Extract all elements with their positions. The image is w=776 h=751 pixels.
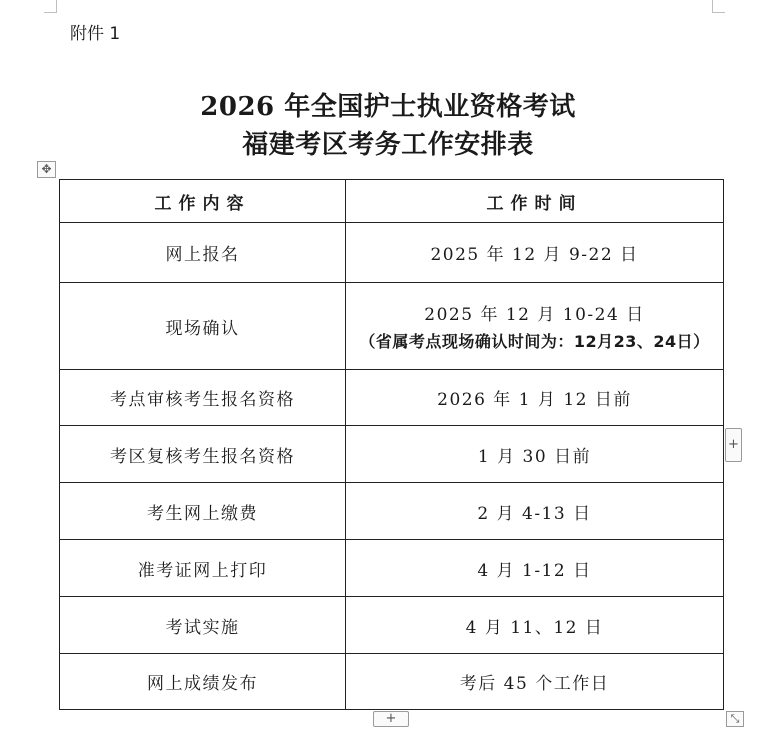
- add-column-button[interactable]: [725, 428, 742, 462]
- cell-time[interactable]: 4 月 11、12 日: [346, 597, 724, 654]
- document-title-line1: 2026 年全国护士执业资格考试: [200, 92, 576, 122]
- cell-content[interactable]: 考试实施: [60, 597, 346, 654]
- cell-content[interactable]: 网上成绩发布: [60, 654, 346, 710]
- page-corner-mark-right: [712, 0, 725, 13]
- table-move-handle[interactable]: [37, 161, 56, 178]
- cell-content[interactable]: 网上报名: [60, 223, 346, 283]
- cell-content[interactable]: 考生网上缴费: [60, 483, 346, 540]
- plus-icon: +: [728, 437, 739, 452]
- table-row: [60, 426, 724, 483]
- table-row: [60, 654, 724, 710]
- cell-content[interactable]: 考区复核考生报名资格: [60, 426, 346, 483]
- cell-time[interactable]: 2026 年 1 月 12 日前: [346, 370, 724, 426]
- table-row: [60, 283, 724, 370]
- table-row: [60, 597, 724, 654]
- cell-time[interactable]: 1 月 30 日前: [346, 426, 724, 483]
- cell-time[interactable]: 考后 45 个工作日: [346, 654, 724, 710]
- plus-icon: +: [385, 711, 397, 726]
- document-title-line2: 福建考区考务工作安排表: [242, 130, 534, 160]
- add-row-button[interactable]: [373, 711, 409, 727]
- resize-icon: ⤡: [730, 712, 740, 725]
- page-corner-mark-left: [44, 0, 57, 13]
- cell-time-main: 2025 年 12 月 10-24 日: [424, 305, 645, 325]
- cell-time-note: （省属考点现场确认时间为：12月23、24日）: [359, 332, 710, 351]
- table-row: [60, 540, 724, 597]
- cell-time[interactable]: 2025 年 12 月 9-22 日: [346, 223, 724, 283]
- cell-content[interactable]: 现场确认: [60, 283, 346, 370]
- schedule-table: [59, 179, 724, 710]
- cell-time[interactable]: 4 月 1-12 日: [346, 540, 724, 597]
- cell-time[interactable]: [346, 283, 724, 370]
- table-header-row: [60, 180, 724, 223]
- header-work-content: 工作内容: [60, 180, 346, 223]
- table-row: [60, 223, 724, 283]
- header-work-time: 工作时间: [346, 180, 724, 223]
- cell-content[interactable]: 准考证网上打印: [60, 540, 346, 597]
- cell-time[interactable]: 2 月 4-13 日: [346, 483, 724, 540]
- table-row: [60, 483, 724, 540]
- table-resize-handle[interactable]: [726, 711, 744, 727]
- cell-content[interactable]: 考点审核考生报名资格: [60, 370, 346, 426]
- table-row: [60, 370, 724, 426]
- move-icon: ✥: [41, 162, 52, 176]
- attachment-label: 附件 1: [70, 24, 121, 44]
